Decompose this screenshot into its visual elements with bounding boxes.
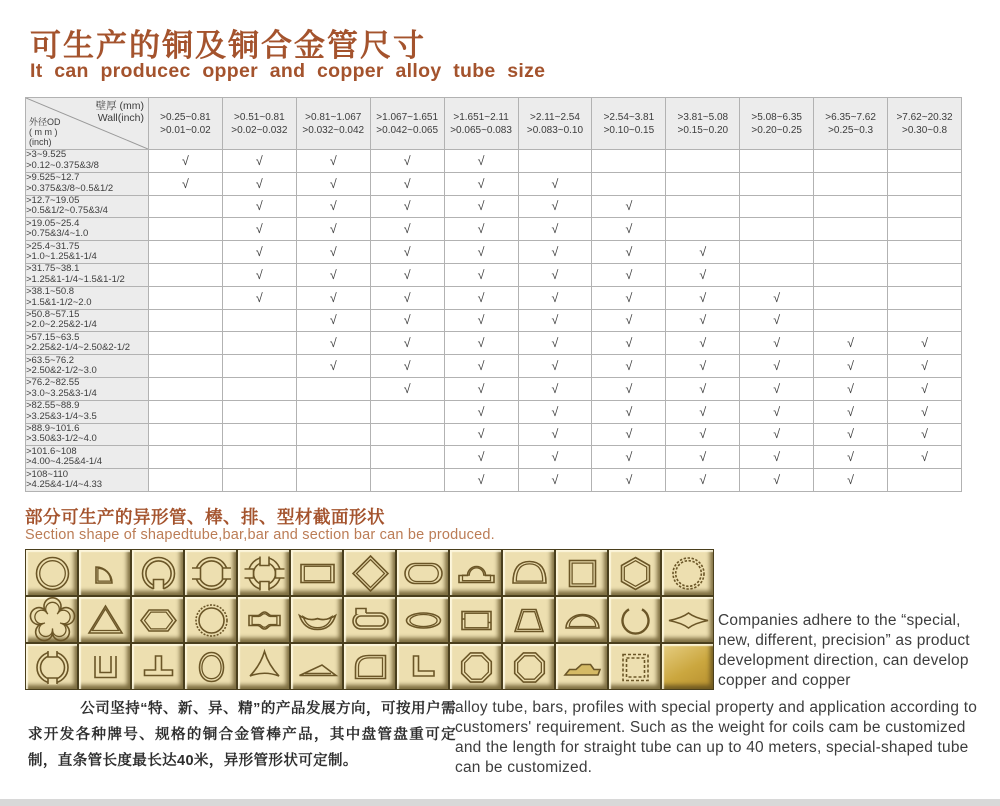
knurled-circle-icon [662,550,715,597]
page-subtitle: It can producec opper and copper alloy tube size [30,60,546,82]
row-label-11: >76.2~82.55 >3.0~3.25&3-1/4 [26,377,149,400]
check-cell-r2c4: √ [370,172,444,195]
check-cell-r1c2: √ [222,150,296,173]
check-cell-r6c6: √ [518,263,592,286]
header-row [26,98,962,150]
check-cell-r14c4 [370,446,444,469]
col-header-6: >2.11~2.54 >0.083~0.10 [518,98,592,150]
egg-icon [185,644,238,691]
check-cell-r12c4 [370,400,444,423]
table-row [26,309,962,332]
check-cell-r13c1 [149,423,223,446]
shape-gear-cross [237,549,290,596]
check-cell-r13c5: √ [444,423,518,446]
check-cell-r13c8: √ [666,423,740,446]
check-cell-r1c10 [814,150,888,173]
shape-hat-profile [449,549,502,596]
shape-horseshoe [608,596,661,643]
check-cell-r15c7: √ [592,469,666,492]
check-cell-r9c11: √ [888,332,962,355]
table-row [26,332,962,355]
u-channel-icon [79,644,132,691]
hat-profile-icon [450,550,503,597]
table-row [26,263,962,286]
page-title: 可生产的铜及铜合金管尺寸 [30,28,426,63]
check-cell-r7c1 [149,286,223,309]
tri-star-icon [238,644,291,691]
row-label-10: >63.5~76.2 >2.50&2-1/2~3.0 [26,355,149,378]
check-cell-r12c11: √ [888,400,962,423]
check-cell-r11c11: √ [888,377,962,400]
check-cell-r11c6: √ [518,377,592,400]
check-cell-r7c2: √ [222,286,296,309]
check-cell-r13c7: √ [592,423,666,446]
shape-trapezoid [502,596,555,643]
row-label-8: >50.8~57.15 >2.0~2.25&2-1/4 [26,309,149,332]
semicircle-icon [556,597,609,644]
check-cell-r8c11 [888,309,962,332]
check-cell-r15c9: √ [740,469,814,492]
check-cell-r4c8 [666,218,740,241]
check-cell-r5c7: √ [592,241,666,264]
check-cell-r5c11 [888,241,962,264]
check-cell-r12c9: √ [740,400,814,423]
circle-two-notch-icon [26,644,79,691]
check-cell-r8c4: √ [370,309,444,332]
check-cell-r10c7: √ [592,355,666,378]
check-cell-r4c5: √ [444,218,518,241]
check-cell-r14c7: √ [592,446,666,469]
check-cell-r1c4: √ [370,150,444,173]
check-cell-r11c1 [149,377,223,400]
shape-serrated-circle [184,596,237,643]
circle-notch-bottom-icon [132,550,185,597]
check-cell-r4c6: √ [518,218,592,241]
check-cell-r4c9 [740,218,814,241]
check-cell-r6c9 [740,263,814,286]
check-cell-r7c10 [814,286,888,309]
stadium-icon [397,550,450,597]
check-cell-r7c7: √ [592,286,666,309]
row-label-6: >31.75~38.1 >1.25&1-1/4~1.5&1-1/2 [26,263,149,286]
col-header-3: >0.81~1.067 >0.032~0.042 [296,98,370,150]
check-cell-r8c9: √ [740,309,814,332]
check-cell-r11c2 [222,377,296,400]
col-header-5: >1.651~2.11 >0.065~0.083 [444,98,518,150]
check-cell-r11c10: √ [814,377,888,400]
check-cell-r11c3 [296,377,370,400]
check-cell-r6c8: √ [666,263,740,286]
check-cell-r3c4: √ [370,195,444,218]
hexagon-wide-icon [132,597,185,644]
check-cell-r2c8 [666,172,740,195]
check-cell-r15c2 [222,469,296,492]
table-row [26,446,962,469]
check-cell-r6c11 [888,263,962,286]
shape-scalloped-square [608,643,661,690]
col-header-8: >3.81~5.08 >0.15~0.20 [666,98,740,150]
check-cell-r6c5: √ [444,263,518,286]
check-cell-r9c1 [149,332,223,355]
check-cell-r2c7 [592,172,666,195]
check-cell-r8c10 [814,309,888,332]
check-cell-r13c6: √ [518,423,592,446]
check-cell-r4c7: √ [592,218,666,241]
col-header-1: >0.25~0.81 >0.01~0.02 [149,98,223,150]
shape-gold-blank [661,643,714,690]
check-cell-r1c6 [518,150,592,173]
check-cell-r6c7: √ [592,263,666,286]
check-cell-r10c8: √ [666,355,740,378]
rounded-octagon-icon [450,644,503,691]
row-label-5: >25.4~31.75 >1.0~1.25&1-1/4 [26,241,149,264]
check-cell-r2c11 [888,172,962,195]
shape-octagon [502,643,555,690]
check-cell-r1c1: √ [149,150,223,173]
shape-triangle [78,596,131,643]
check-cell-r12c7: √ [592,400,666,423]
check-cell-r10c5: √ [444,355,518,378]
quadrant-icon [79,550,132,597]
check-cell-r11c7: √ [592,377,666,400]
section2-subtitle: Section shape of shapedtube,bar,bar and section bar can be produced. [25,527,495,543]
table-row [26,241,962,264]
table-row [26,377,962,400]
check-cell-r15c5: √ [444,469,518,492]
shape-t-profile [131,643,184,690]
table-row [26,355,962,378]
check-cell-r8c6: √ [518,309,592,332]
shape-circle-notch-sides [184,549,237,596]
check-cell-r1c8 [666,150,740,173]
check-cell-r9c3: √ [296,332,370,355]
check-cell-r15c3 [296,469,370,492]
check-cell-r14c11: √ [888,446,962,469]
check-cell-r15c11 [888,469,962,492]
rectangle-icon [291,550,344,597]
check-cell-r5c1 [149,241,223,264]
check-cell-r6c2: √ [222,263,296,286]
shape-circle-two-notch [25,643,78,690]
check-cell-r13c11: √ [888,423,962,446]
check-cell-r3c11 [888,195,962,218]
check-cell-r6c3: √ [296,263,370,286]
l-angle-icon [397,644,450,691]
scalloped-square-icon [609,644,662,691]
row-label-12: >82.55~88.9 >3.25&3-1/4~3.5 [26,400,149,423]
check-cell-r2c6: √ [518,172,592,195]
shape-l-angle [396,643,449,690]
check-cell-r14c3 [296,446,370,469]
check-cell-r2c2: √ [222,172,296,195]
shape-hexagon [608,549,661,596]
shape-d-shape [343,643,396,690]
dome-icon [503,550,556,597]
shape-flower [25,596,78,643]
table-row [26,172,962,195]
check-cell-r8c2 [222,309,296,332]
check-cell-r2c5: √ [444,172,518,195]
check-cell-r12c10: √ [814,400,888,423]
check-cell-r5c2: √ [222,241,296,264]
row-label-14: >101.6~108 >4.00~4.25&4-1/4 [26,446,149,469]
check-cell-r2c9 [740,172,814,195]
horseshoe-icon [609,597,662,644]
triangle-icon [79,597,132,644]
shape-rectangle [290,549,343,596]
check-cell-r3c1 [149,195,223,218]
table-row [26,423,962,446]
check-cell-r7c11 [888,286,962,309]
check-cell-r5c8: √ [666,241,740,264]
check-cell-r1c5: √ [444,150,518,173]
check-cell-r11c4: √ [370,377,444,400]
shape-quadrant [78,549,131,596]
shape-spool [237,596,290,643]
row-label-1: >3~9.525 >0.12~0.375&3/8 [26,150,149,173]
check-cell-r15c8: √ [666,469,740,492]
footer-chinese: 公司坚持“特、新、异、精”的产品发展方向，可按用户需求开发各种牌号、规格的铜合金管棒产品，其中盘管盘重可定制，直条管长度最长达40米，异形管形状可定制。 [28,701,456,769]
check-cell-r15c10: √ [814,469,888,492]
ellipse-icon [397,597,450,644]
row-label-13: >88.9~101.6 >3.50&3-1/2~4.0 [26,423,149,446]
check-cell-r9c5: √ [444,332,518,355]
check-cell-r7c6: √ [518,286,592,309]
shape-square [555,549,608,596]
shape-spindle [661,596,714,643]
check-cell-r4c10 [814,218,888,241]
shape-dome [502,549,555,596]
col-header-7: >2.54~3.81 >0.10~0.15 [592,98,666,150]
check-cell-r8c3: √ [296,309,370,332]
shape-hexagon-wide [131,596,184,643]
wing-icon [291,597,344,644]
check-cell-r9c10: √ [814,332,888,355]
check-cell-r5c6: √ [518,241,592,264]
row-label-15: >108~110 >4.25&4-1/4~4.33 [26,469,149,492]
check-cell-r4c4: √ [370,218,444,241]
check-cell-r14c1 [149,446,223,469]
trapezoid-icon [503,597,556,644]
table-row [26,400,962,423]
check-cell-r10c11: √ [888,355,962,378]
check-cell-r5c10 [814,241,888,264]
d-shape-icon [344,644,397,691]
check-cell-r14c5: √ [444,446,518,469]
diamond-icon [344,550,397,597]
col-header-11: >7.62~20.32 >0.30~0.8 [888,98,962,150]
check-cell-r7c5: √ [444,286,518,309]
col-header-4: >1.067~1.651 >0.042~0.065 [370,98,444,150]
check-cell-r13c9: √ [740,423,814,446]
check-cell-r14c8: √ [666,446,740,469]
check-cell-r4c2: √ [222,218,296,241]
check-cell-r9c2 [222,332,296,355]
check-cell-r9c9: √ [740,332,814,355]
section2-title: 部分可生产的异形管、棒、排、型材截面形状 [25,507,385,527]
oval-tab-icon [344,597,397,644]
check-cell-r7c3: √ [296,286,370,309]
corner-cell [26,98,149,150]
check-cell-r2c3: √ [296,172,370,195]
check-cell-r5c3: √ [296,241,370,264]
check-cell-r15c1 [149,469,223,492]
row-label-9: >57.15~63.5 >2.25&2-1/4~2.50&2-1/2 [26,332,149,355]
check-cell-r10c1 [149,355,223,378]
check-cell-r12c2 [222,400,296,423]
shape-semicircle [555,596,608,643]
check-cell-r13c2 [222,423,296,446]
check-cell-r9c8: √ [666,332,740,355]
check-cell-r9c7: √ [592,332,666,355]
check-cell-r1c9 [740,150,814,173]
car-profile-icon [556,644,609,691]
check-cell-r10c10: √ [814,355,888,378]
check-cell-r12c1 [149,400,223,423]
check-cell-r10c4: √ [370,355,444,378]
notched-rect-icon [450,597,503,644]
check-cell-r9c4: √ [370,332,444,355]
check-cell-r10c2 [222,355,296,378]
shape-circle [25,549,78,596]
check-cell-r10c3: √ [296,355,370,378]
row-label-7: >38.1~50.8 >1.5&1-1/2~2.0 [26,286,149,309]
serrated-circle-icon [185,597,238,644]
shape-tri-star [237,643,290,690]
t-profile-icon [132,644,185,691]
table-row [26,469,962,492]
check-cell-r13c4 [370,423,444,446]
row-label-4: >19.05~25.4 >0.75&3/4~1.0 [26,218,149,241]
check-cell-r8c8: √ [666,309,740,332]
circle-icon [26,550,79,597]
check-cell-r3c6: √ [518,195,592,218]
shape-wing [290,596,343,643]
check-cell-r1c11 [888,150,962,173]
check-cell-r11c5: √ [444,377,518,400]
table-row [26,195,962,218]
check-cell-r14c9: √ [740,446,814,469]
check-cell-r15c4 [370,469,444,492]
spool-icon [238,597,291,644]
check-cell-r7c4: √ [370,286,444,309]
check-cell-r3c7: √ [592,195,666,218]
shape-knurled-circle [661,549,714,596]
wall-thickness-label: 壁厚 (mm) Wall(inch) [95,100,144,124]
check-cell-r9c6: √ [518,332,592,355]
check-cell-r12c5: √ [444,400,518,423]
check-cell-r2c1: √ [149,172,223,195]
check-cell-r6c1 [149,263,223,286]
hexagon-icon [609,550,662,597]
check-cell-r3c8 [666,195,740,218]
shape-diamond [343,549,396,596]
check-cell-r3c2: √ [222,195,296,218]
shape-notched-rect [449,596,502,643]
shape-car-profile [555,643,608,690]
check-cell-r3c5: √ [444,195,518,218]
check-cell-r13c10: √ [814,423,888,446]
shape-stadium [396,549,449,596]
check-cell-r14c10: √ [814,446,888,469]
col-header-10: >6.35~7.62 >0.25~0.3 [814,98,888,150]
check-cell-r7c8: √ [666,286,740,309]
col-header-2: >0.51~0.81 >0.02~0.032 [222,98,296,150]
check-cell-r11c8: √ [666,377,740,400]
flower-icon [26,597,79,644]
square-icon [556,550,609,597]
check-cell-r4c3: √ [296,218,370,241]
check-cell-r10c9: √ [740,355,814,378]
check-cell-r12c3 [296,400,370,423]
check-cell-r11c9: √ [740,377,814,400]
check-cell-r12c6: √ [518,400,592,423]
check-cell-r14c6: √ [518,446,592,469]
check-cell-r4c11 [888,218,962,241]
wedge-icon [291,644,344,691]
check-cell-r12c8: √ [666,400,740,423]
check-cell-r3c10 [814,195,888,218]
col-header-9: >5.08~6.35 >0.20~0.25 [740,98,814,150]
shape-wedge [290,643,343,690]
gear-cross-icon [238,550,291,597]
footer-english-block: alloy tube, bars, profiles with special property and application according to customers' requirement. Such as the weight for coils cam be customized and the length for straight tube can up to 40 meters, special-shaped tube can be customized. [455,699,978,777]
check-cell-r15c6: √ [518,469,592,492]
octagon-icon [503,644,556,691]
check-cell-r7c9: √ [740,286,814,309]
check-cell-r1c7 [592,150,666,173]
shape-u-channel [78,643,131,690]
bottom-bar [0,799,1000,806]
table-row [26,218,962,241]
spindle-icon [662,597,715,644]
check-cell-r2c10 [814,172,888,195]
check-cell-r3c9 [740,195,814,218]
table-row [26,286,962,309]
check-cell-r10c6: √ [518,355,592,378]
check-cell-r1c3: √ [296,150,370,173]
check-cell-r13c3 [296,423,370,446]
check-cell-r4c1 [149,218,223,241]
check-cell-r5c9 [740,241,814,264]
check-cell-r3c3: √ [296,195,370,218]
check-cell-r14c2 [222,446,296,469]
check-cell-r8c1 [149,309,223,332]
check-cell-r5c4: √ [370,241,444,264]
check-cell-r6c4: √ [370,263,444,286]
table-row [26,150,962,173]
shape-circle-notch-bottom [131,549,184,596]
shape-egg [184,643,237,690]
shape-ellipse [396,596,449,643]
tube-size-table [25,97,962,492]
outer-diameter-label: 外径OD ( m m ) (inch) [29,117,61,147]
shape-oval-tab [343,596,396,643]
row-label-3: >12.7~19.05 >0.5&1/2~0.75&3/4 [26,195,149,218]
row-label-2: >9.525~12.7 >0.375&3/8~0.5&1/2 [26,172,149,195]
check-cell-r8c7: √ [592,309,666,332]
check-cell-r5c5: √ [444,241,518,264]
check-cell-r6c10 [814,263,888,286]
footer-english-column: Companies adhere to the “special, new, different, precision” as product development direction, can develop copper and copper [718,612,970,690]
shape-grid [25,549,714,690]
check-cell-r8c5: √ [444,309,518,332]
shape-rounded-octagon [449,643,502,690]
circle-notch-sides-icon [185,550,238,597]
